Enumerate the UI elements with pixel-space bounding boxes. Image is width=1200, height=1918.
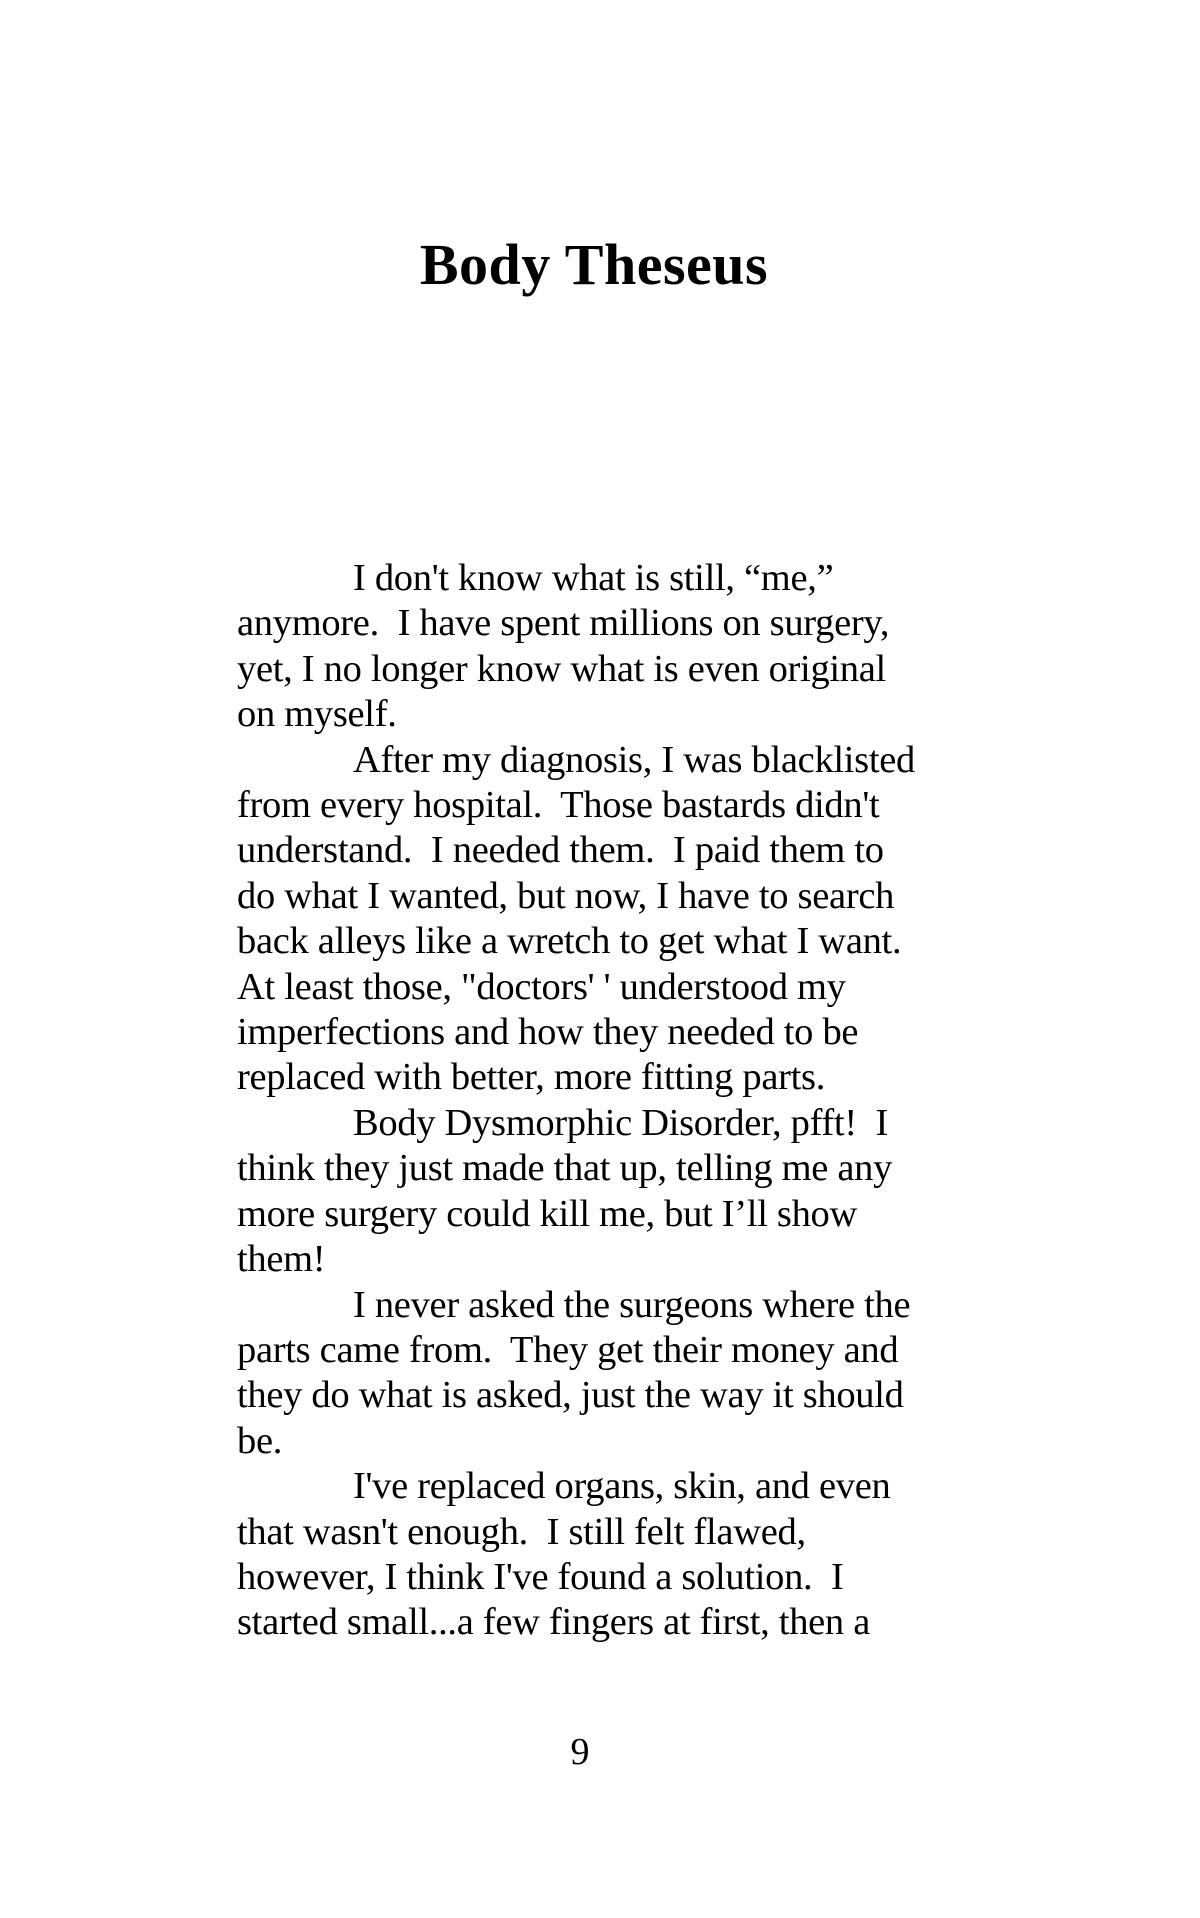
paragraph-3-line-3: more surgery could kill me, but I’ll show xyxy=(237,1192,857,1235)
paragraph-2-line-1: After my diagnosis, I was blacklisted xyxy=(353,738,916,781)
paragraph-2-line-6: At least those, "doctors' ' understood my xyxy=(237,965,846,1008)
body-text xyxy=(237,556,957,1646)
paragraph-1-line-2: anymore. I have spent millions on surgery, xyxy=(237,602,890,645)
paragraph-3-line-1: Body Dysmorphic Disorder, pfft! I xyxy=(353,1101,889,1144)
page-number: 9 xyxy=(570,1731,590,1773)
chapter-title: Body Theseus xyxy=(419,232,769,297)
paragraph-1-line-1: I don't know what is still, “me,” xyxy=(353,557,834,599)
paragraph-2-line-8: replaced with better, more fitting parts. xyxy=(237,1056,826,1099)
paragraph-2-line-3: understand. I needed them. I paid them to xyxy=(237,829,884,872)
paragraph-4-line-1: I never asked the surgeons where the xyxy=(353,1283,911,1326)
paragraph-5-line-3: however, I think I've found a solution. I xyxy=(237,1555,844,1598)
paragraph-2-line-2: from every hospital. Those bastards didn't xyxy=(237,784,880,827)
paragraph-1-line-4: on myself. xyxy=(237,693,397,736)
paragraph-1-line-3: yet, I no longer know what is even original xyxy=(237,647,886,690)
paragraph-5-line-2: that wasn't enough. I still felt flawed, xyxy=(237,1510,806,1553)
paragraph-4-line-2: parts came from. They get their money and xyxy=(237,1328,899,1371)
paragraph-4-line-4: be. xyxy=(237,1419,283,1462)
paragraph-3-line-4: them! xyxy=(237,1238,326,1281)
paragraph-2-line-5: back alleys like a wretch to get what I want. xyxy=(237,920,902,963)
paragraph-3-line-2: think they just made that up, telling me any xyxy=(237,1147,893,1190)
paragraph-2-line-4: do what I wanted, but now, I have to search xyxy=(237,874,895,917)
paragraph-4-line-3: they do what is asked, just the way it should xyxy=(237,1374,904,1417)
paragraph-2-line-7: imperfections and how they needed to be xyxy=(237,1011,859,1054)
paragraph-5-line-4: started small...a few fingers at first, then a xyxy=(237,1601,870,1644)
paragraph-5-line-1: I've replaced organs, skin, and even xyxy=(353,1465,891,1508)
